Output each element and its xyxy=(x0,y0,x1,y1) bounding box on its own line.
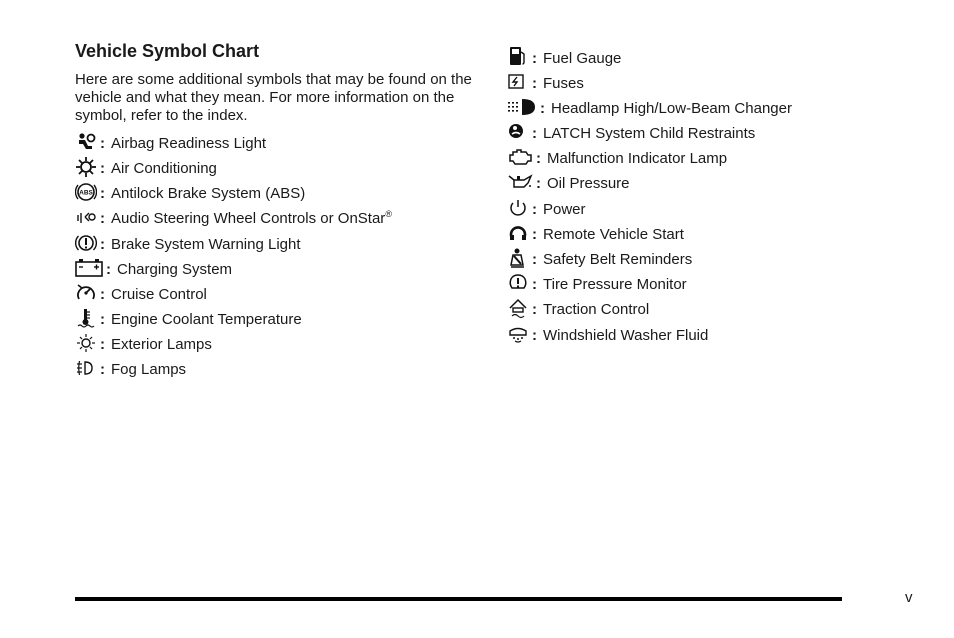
battery-icon xyxy=(75,257,103,279)
cruise-control-icon xyxy=(75,282,97,304)
symbol-label: Tire Pressure Monitor xyxy=(543,276,687,293)
engine-icon xyxy=(507,146,533,168)
symbol-row-fog-lamps xyxy=(75,354,186,379)
air-conditioning-icon xyxy=(75,156,97,178)
headlamp-icon xyxy=(507,96,537,118)
audio-steering-icon xyxy=(75,206,97,228)
separator: : xyxy=(100,286,105,303)
symbol-label: Safety Belt Reminders xyxy=(543,251,693,268)
symbol-row-brake-warning xyxy=(75,229,301,254)
brake-warning-icon xyxy=(75,232,97,254)
separator: : xyxy=(536,150,541,167)
separator: : xyxy=(106,261,111,278)
remote-start-icon xyxy=(507,222,529,244)
symbol-label xyxy=(111,209,392,228)
symbol-label: Fuses xyxy=(543,75,584,92)
separator: : xyxy=(532,50,537,67)
symbol-label: Traction Control xyxy=(543,301,650,318)
registered-mark: ® xyxy=(385,209,392,219)
symbol-label: Fuel Gauge xyxy=(543,50,622,67)
symbol-label: Charging System xyxy=(117,261,233,278)
seat-belt-icon xyxy=(507,247,529,269)
symbol-label: Air Conditioning xyxy=(111,160,217,177)
separator: : xyxy=(532,301,537,318)
footer-rule xyxy=(75,597,842,601)
power-icon xyxy=(507,197,529,219)
fuses-icon xyxy=(507,71,529,93)
separator: : xyxy=(100,210,105,227)
symbol-label: Windshield Washer Fluid xyxy=(543,327,709,344)
symbol-label: Fog Lamps xyxy=(111,361,187,378)
separator: : xyxy=(100,336,105,353)
symbol-row-remote-start xyxy=(507,219,684,244)
symbol-label: Oil Pressure xyxy=(547,175,630,192)
separator: : xyxy=(100,361,105,378)
abs-icon xyxy=(75,181,97,203)
symbol-row-tire-pressure xyxy=(507,269,687,294)
airbag-icon xyxy=(75,131,97,153)
symbol-label: Cruise Control xyxy=(111,286,207,303)
symbol-row-malfunction xyxy=(507,143,727,168)
symbol-label: Malfunction Indicator Lamp xyxy=(547,150,728,167)
page-title: Vehicle Symbol Chart xyxy=(75,41,260,61)
symbol-label: Brake System Warning Light xyxy=(111,236,301,253)
symbol-row-air-conditioning xyxy=(75,153,217,178)
symbol-label: Exterior Lamps xyxy=(111,336,212,353)
symbol-label-text: Audio Steering Wheel Controls or OnStar xyxy=(111,210,386,227)
exterior-lamps-icon xyxy=(75,332,97,354)
fuel-gauge-icon xyxy=(507,46,529,68)
separator: : xyxy=(100,311,105,328)
symbol-label: Headlamp High/Low-Beam Changer xyxy=(551,100,792,117)
intro-paragraph: Here are some additional symbols that may be found on the vehicle and what they mean. For more information on the symbol, refer to the index. xyxy=(75,71,472,124)
separator: : xyxy=(532,327,537,344)
symbol-label: LATCH System Child Restraints xyxy=(543,125,756,142)
traction-control-icon xyxy=(507,297,529,319)
symbol-label: Power xyxy=(543,201,586,218)
separator: : xyxy=(540,100,545,117)
symbol-row-seat-belt xyxy=(507,244,692,269)
symbol-row-cruise xyxy=(75,279,207,304)
separator: : xyxy=(100,185,105,202)
separator: : xyxy=(532,251,537,268)
symbol-row-abs xyxy=(75,178,305,203)
latch-child-seat-icon xyxy=(507,121,529,143)
coolant-temperature-icon xyxy=(75,307,97,329)
separator: : xyxy=(100,160,105,177)
symbol-row-audio-steering xyxy=(75,203,392,228)
symbol-row-coolant xyxy=(75,304,302,329)
symbol-label: Airbag Readiness Light xyxy=(111,135,267,152)
separator: : xyxy=(532,276,537,293)
separator: : xyxy=(532,226,537,243)
symbol-row-fuses xyxy=(507,68,584,93)
symbol-row-airbag xyxy=(75,128,266,153)
separator: : xyxy=(100,236,105,253)
separator: : xyxy=(536,175,541,192)
separator: : xyxy=(532,201,537,218)
symbol-label: Engine Coolant Temperature xyxy=(111,311,302,328)
symbol-row-oil xyxy=(507,168,630,193)
washer-fluid-icon xyxy=(507,323,529,345)
symbol-row-power xyxy=(507,194,586,219)
symbol-label: Remote Vehicle Start xyxy=(543,226,684,243)
tire-pressure-icon xyxy=(507,272,529,294)
symbol-row-washer xyxy=(507,320,708,345)
symbol-row-charging xyxy=(75,254,232,279)
symbol-row-latch xyxy=(507,118,755,143)
oil-can-icon xyxy=(507,171,533,193)
separator: : xyxy=(532,75,537,92)
page-number: v xyxy=(905,589,913,606)
symbol-row-headlamp xyxy=(507,93,792,118)
separator: : xyxy=(100,135,105,152)
symbol-label: Antilock Brake System (ABS) xyxy=(111,185,306,202)
symbol-row-exterior-lamps xyxy=(75,329,212,354)
svg-text:ABS: ABS xyxy=(79,189,93,197)
fog-lamps-icon xyxy=(75,357,97,379)
symbol-row-fuel xyxy=(507,43,621,68)
symbol-row-traction xyxy=(507,294,649,319)
separator: : xyxy=(532,125,537,142)
